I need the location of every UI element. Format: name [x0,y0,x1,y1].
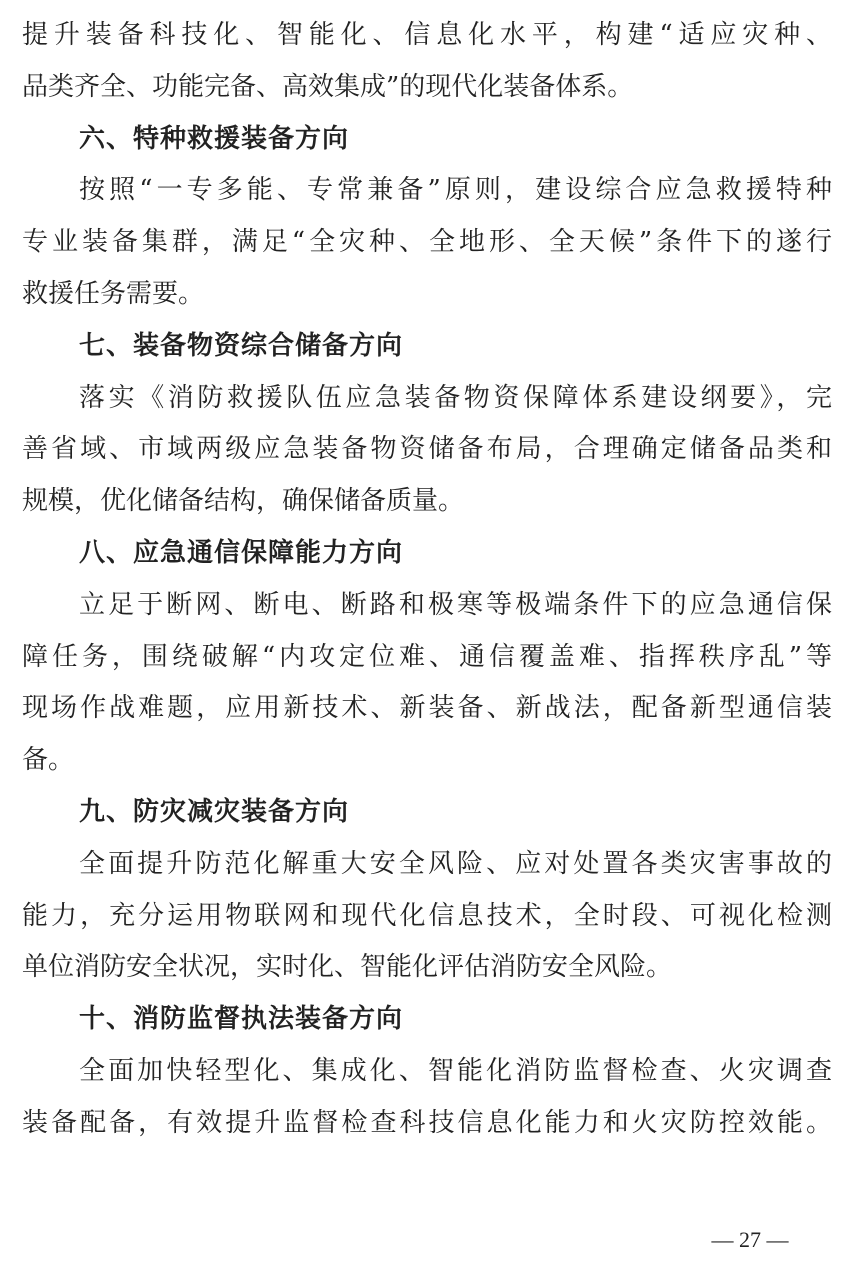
section-heading-6: 六、特种救援装备方向 [79,123,350,154]
paragraph-line: 立足于断网、断电、断路和极寒等极端条件下的应急通信保 [79,589,832,620]
paragraph-line: 现场作战难题，应用新技术、新装备、新战法，配备新型通信装 [22,693,832,724]
section-heading-8: 八、应急通信保障能力方向 [79,537,404,568]
paragraph-line: 提升装备科技化、智能化、信息化水平，构建“适应灾种、 [22,20,832,50]
paragraph-line: 规模，优化储备结构，确保储备质量。 [22,486,465,517]
paragraph-line: 全面加快轻型化、集成化、智能化消防监督检查、火灾调查 [79,1055,832,1086]
paragraph-line: 专业装备集群，满足“全灾种、全地形、全天候”条件下的遂行 [22,227,832,258]
page-number: — 27 — [711,1227,789,1252]
paragraph-line: 救援任务需要。 [22,278,205,309]
paragraph-line: 全面提升防范化解重大安全风险、应对处置各类灾害事故的 [79,848,832,879]
paragraph-line: 能力，充分运用物联网和现代化信息技术，全时段、可视化检测 [22,900,832,931]
paragraph-line: 品类齐全、功能完备、高效集成”的现代化装备体系。 [22,71,634,102]
section-heading-7: 七、装备物资综合储备方向 [79,330,404,361]
document-body [22,10,832,1150]
paragraph-line: 单位消防安全状况，实时化、智能化评估消防安全风险。 [22,952,673,983]
paragraph-line: 装备配备，有效提升监督检查科技信息化能力和火灾防控效能。 [22,1107,832,1138]
paragraph-line: 备。 [22,745,75,776]
paragraph-line: 按照“一专多能、专常兼备”原则，建设综合应急救援特种 [79,175,832,206]
paragraph-line: 障任务，围绕破解“内攻定位难、通信覆盖难、指挥秩序乱”等 [22,641,832,672]
paragraph-line: 落实《消防救援队伍应急装备物资保障体系建设纲要》，完 [79,382,832,413]
section-heading-10: 十、消防监督执法装备方向 [79,1004,404,1035]
section-heading-9: 九、防灾减灾装备方向 [79,796,350,827]
paragraph-line: 善省域、市域两级应急装备物资储备布局，合理确定储备品类和 [22,434,832,465]
